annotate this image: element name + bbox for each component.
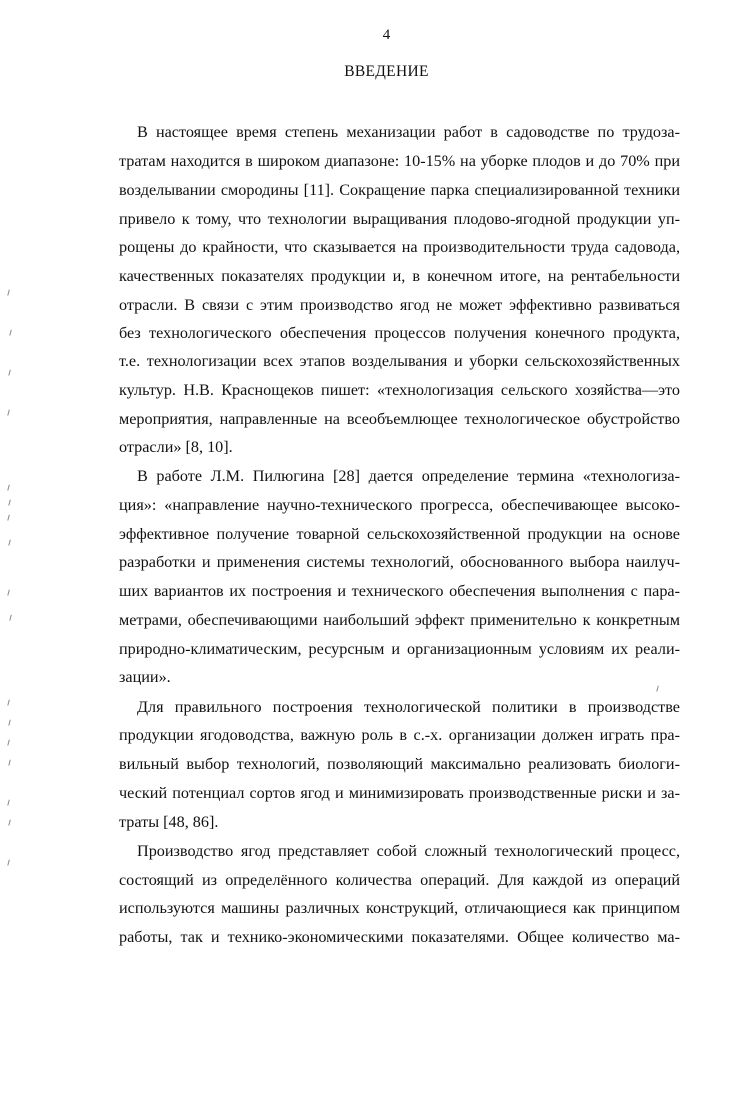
- text-line: возделывании смородины [11]. Сокращение парка специализированной техники: [119, 181, 680, 199]
- scan-mark: [7, 740, 12, 747]
- text-line: мероприятия, направленные на всеобъемлющее технологическое обустройство: [119, 410, 680, 428]
- text-line: отрасли» [8, 10].: [119, 438, 233, 456]
- text-line: зации».: [119, 668, 171, 686]
- text-line: используются машины различных конструкций, отличающиеся как принципом: [119, 899, 680, 917]
- scan-mark: [9, 615, 14, 622]
- text-line: эффективное получение товарной сельскохозяйственной продукции на основе: [119, 525, 680, 543]
- scan-mark: [8, 370, 13, 377]
- text-line: В работе Л.М. Пилюгина [28] дается определение термина «технологиза-: [137, 467, 680, 485]
- text-line: привело к тому, что технологии выращивания плодово-ягодной продукции уп-: [119, 210, 680, 228]
- text-line: траты [48, 86].: [119, 813, 219, 831]
- scan-mark: [9, 330, 14, 337]
- text-line: Производство ягод представляет собой сложный технологический процесс,: [137, 842, 680, 860]
- text-line: без технологического обеспечения процессов получения конечного продукта,: [119, 324, 680, 342]
- text-line: тратам находится в широком диапазоне: 10-15% на уборке плодов и до 70% при: [119, 152, 680, 170]
- page-number: 4: [382, 27, 391, 43]
- text-line: продукции ягодоводства, важную роль в с.-х. организации должен играть пра-: [119, 726, 680, 744]
- text-line: т.е. технологизации всех этапов возделывания и уборки сельскохозяйственных: [119, 352, 680, 370]
- text-line: природно-климатическим, ресурсным и организационным условиям их реали-: [119, 640, 680, 658]
- text-line: ших вариантов их построения и технического обеспечения выполнения с пара-: [119, 582, 680, 600]
- text-line: ческий потенциал сортов ягод и минимизировать производственные риски и за-: [119, 784, 680, 802]
- page-title: ВВЕДЕНИЕ: [344, 63, 429, 80]
- text-line: метрами, обеспечивающими наибольший эффект применительно к конкретным: [119, 611, 680, 629]
- scan-mark: [7, 410, 12, 417]
- scan-mark: [8, 540, 13, 547]
- text-line: работы, так и технико-экономическими показателями. Общее количество ма-: [119, 928, 680, 946]
- text-line: качественных показателях продукции и, в конечном итоге, на рентабельности: [119, 267, 680, 285]
- scan-mark: [7, 290, 12, 297]
- scan-mark: [7, 800, 12, 807]
- scan-mark: [7, 515, 12, 522]
- scan-mark: [8, 760, 13, 767]
- scan-mark: [7, 485, 12, 492]
- text-line: ция»: «направление научно-технического прогресса, обеспечивающее высоко-: [119, 496, 680, 514]
- text-line: В настоящее время степень механизации работ в садоводстве по трудоза-: [137, 123, 680, 141]
- scan-mark: [656, 686, 661, 693]
- scan-mark: [7, 860, 12, 867]
- text-line: разработки и применения системы технологий, обоснованного выбора наилуч-: [119, 553, 680, 571]
- text-line: состоящий из определённого количества операций. Для каждой из операций: [119, 871, 680, 889]
- text-line: рощены до крайности, что сказывается на производительности труда садовода,: [119, 238, 680, 256]
- text-line: культур. Н.В. Краснощеков пишет: «технологизация сельского хозяйства—это: [119, 381, 680, 399]
- text-line: Для правильного построения технологической политики в производстве: [137, 698, 680, 716]
- scan-mark: [7, 700, 12, 707]
- text-line: вильный выбор технологий, позволяющий максимально реализовать биологи-: [119, 755, 680, 773]
- scan-mark: [8, 500, 13, 507]
- scan-mark: [7, 590, 12, 597]
- scan-mark: [8, 720, 13, 727]
- scan-mark: [8, 820, 13, 827]
- text-line: отрасли. В связи с этим производство ягод не может эффективно развиваться: [119, 296, 680, 314]
